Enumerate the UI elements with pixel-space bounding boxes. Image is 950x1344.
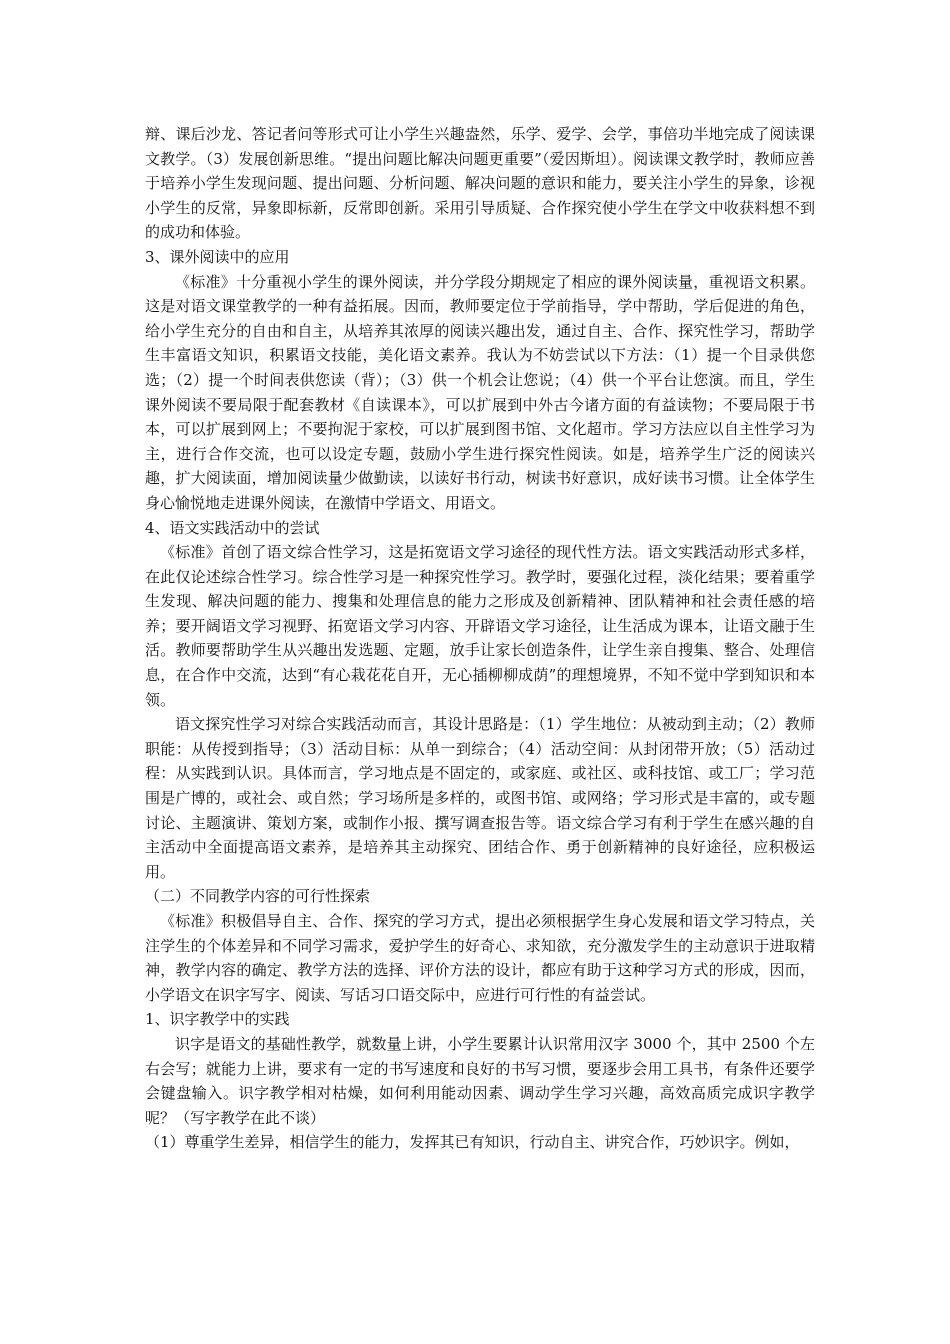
paragraph-2: 《标准》十分重视小学生的课外阅读，并分学段分期规定了相应的课外阅读量，重视语文积累。这是对语文课堂教学的一种有益拓展。因而，教师要定位于学前指导，学中帮助，学后促进的角色，给小学生充分的自由和自主，从培养其浓厚的阅读兴趣出发，通过自主、合作、探究性学习，帮助学生丰富语文知识，积累语文技能，美化语文素养。我认为不妨尝试以下方法：（1）提一个目录供您选；（2）提一个时间表供您读（背）；（3）供一个机会让您说；（4）供一个平台让您演。而且，学生课外阅读不要局限于配套教材《自读课本》，可以扩展到中外古今诸方面的有益读物；不要局限于书本，可以扩展到网上；不要拘泥于家校，可以扩展到图书馆、文化超市。学习方法应以自主性学习为主，进行合作交流，也可以设定专题，鼓励小学生进行探究性阅读。如是，培养学生广泛的阅读兴趣，扩大阅读面，增加阅读量少做勤读，以读好书行动，树读书好意识，成好读书习惯。让全体学生身心愉悦地走进课外阅读，在激情中学语文、用语文。 bbox=[145, 272, 815, 512]
paragraph-6: 识字是语文的基础性教学，就数量上讲，小学生要累计认识常用汉字 3000 个，其中 2500 个左右会写；就能力上讲，要求有一定的书写速度和良好的书写习惯，要逐步会用工具书，有条件还要学会键盘输入。识字教学相对枯燥，如何利用能动因素、调动学生学习兴趣，高效高质完成识字教学呢？（写字教学在此不谈） bbox=[145, 1034, 815, 1127]
paragraph-7: （1）尊重学生差异，相信学生的能力，发挥其已有知识，行动自主、讲究合作，巧妙识字。例如， bbox=[145, 1133, 800, 1152]
section-heading-4: 4、语文实践活动中的尝试 bbox=[145, 518, 320, 537]
paragraph-3: 《标准》首创了语文综合性学习，这是拓宽语文学习途径的现代性方法。语文实践活动形式多样，在此仅论述综合性学习。综合性学习是一种探究性学习。教学时，要强化过程，淡化结果；要着重学生发现、解决问题的能力、搜集和处理信息的能力之形成及创新精神、团队精神和社会责任感的培养；要开阔语文学习视野、拓宽语文学习内容、开辟语文学习途径，让生活成为课本，让语文融于生活。教师要帮助学生从兴趣出发选题、定题，放手让家长创造条件，让学生亲自搜集、整合、处理信息，在合作中交流，达到“有心栽花花自开，无心插柳柳成荫”的理想境界，不知不觉中学到知识和本领。 bbox=[145, 543, 815, 709]
paragraph-5: 《标准》积极倡导自主、合作、探究的学习方式，提出必须根据学生身心发展和语文学习特点，关注学生的个体差异和不同学习需求，爱护学生的好奇心、求知欲，充分激发学生的主动意识于进取精神，教学内容的确定、教学方法的选择、评价方法的设计，都应有助于这种学习方式的形成，因而，小学语文在识字写字、阅读、写话习口语交际中，应进行可行性的有益尝试。 bbox=[145, 912, 815, 1004]
section-heading-3: 3、课外阅读中的应用 bbox=[145, 247, 290, 266]
paragraph-1: 辩、课后沙龙、答记者问等形式可让小学生兴趣盎然，乐学、爱学、会学，事倍功半地完成了阅读课文教学。（3）发展创新思维。“提出问题比解决问题更重要”（爱因斯坦）。阅读课文教学时，教师应善于培养小学生发现问题、提出问题、分析问题、解决问题的意识和能力，要关注小学生的异象，诊视小学生的反常，异象即标新，反常即创新。采用引导质疑、合作探究使小学生在学文中收获料想不到的成功和体验。 bbox=[145, 125, 815, 242]
section-heading-1: 1、识字教学中的实践 bbox=[145, 1010, 290, 1029]
document-body bbox=[145, 122, 815, 1155]
paragraph-4: 语文探究性学习对综合实践活动而言，其设计思路是：（1）学生地位：从被动到主动；（2）教师职能：从传授到指导；（3）活动目标：从单一到综合；（4）活动空间：从封闭带开放；（5）活动过程：从实践到认识。具体而言，学习地点是不固定的，或家庭、或社区、或科技馆、或工厂；学习范围是广博的，或社会、或自然；学习场所是多样的，或图书馆、或网络；学习形式是丰富的，或专题讨论、主题演讲、策划方案，或制作小报、撰写调查报告等。语文综合学习有利于学生在感兴趣的自主活动中全面提高语文素养，是培养其主动探究、团结合作、勇于创新精神的良好途径，应积极运用。 bbox=[145, 715, 815, 881]
section-heading-part-2: （二）不同教学内容的可行性探索 bbox=[145, 887, 371, 906]
